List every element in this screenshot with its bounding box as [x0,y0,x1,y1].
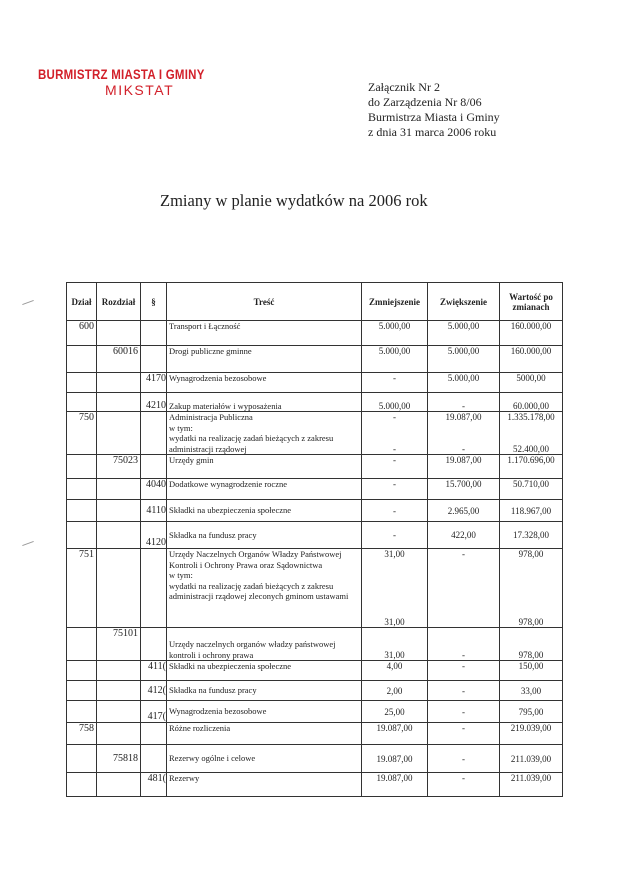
cell-wartosc: 219.039,00 [500,723,563,745]
header-dzial: Dział [67,283,97,321]
stamp-line-1: BURMISTRZ MIASTA I GMINY [38,66,205,82]
cell-wartosc: 160.000,00 [500,346,563,373]
cell-rozdzial [97,723,141,745]
cell-rozdzial [97,681,141,701]
cell-wartosc [500,412,563,455]
cell-tresc: Urzędy naczelnych organów władzy państwowej kontroli i ochrony prawa [167,628,362,661]
tresc-sub-text: wydatki na realizację zadań bieżących z zakresu administracji rządowej [169,433,334,454]
cell-rozdzial [97,412,141,455]
table-row [67,723,563,745]
cell-wartosc: 160.000,00 [500,321,563,346]
cell-dzial [67,701,97,723]
value-main: - [393,412,396,422]
cell-tresc: Transport i Łączność [167,321,362,346]
value-sub: 978,00 [518,617,544,627]
cell-zmniejszenie: 5.000,00 [362,393,428,412]
table-row [67,346,563,373]
cell-paragraf: 4170 [141,373,167,393]
annex-line-2: do Zarządzenia Nr 8/06 [368,95,482,109]
cell-zwiekszenie: - [428,681,500,701]
cell-wartosc: 211.039,00 [500,773,563,797]
table-row [67,745,563,773]
value-main: 31,00 [384,549,405,559]
punch-mark [22,300,34,305]
cell-wartosc: 60.000,00 [500,393,563,412]
tresc-line: Administracja Publiczna [169,412,253,422]
value-sub: 52.400,00 [513,444,549,454]
cell-zmniejszenie: - [362,522,428,549]
cell-tresc: Składki na ubezpieczenia społeczne [167,661,362,681]
cell-zwiekszenie: 2.965,00 [428,500,500,522]
cell-dzial [67,393,97,412]
cell-zwiekszenie: - [428,773,500,797]
cell-zmniejszenie: 25,00 [362,701,428,723]
cell-paragraf: 412( [141,681,167,701]
cell-dzial [67,522,97,549]
cell-zmniejszenie: 4,00 [362,661,428,681]
cell-zwiekszenie: - [428,661,500,681]
cell-tresc: Składka na fundusz pracy [167,522,362,549]
header-rozdzial: Rozdział [97,283,141,321]
stamp [38,66,241,98]
cell-tresc: Różne rozliczenia [167,723,362,745]
cell-dzial [67,773,97,797]
value-sub: - [393,444,396,454]
cell-rozdzial [97,479,141,500]
cell-zmniejszenie: 5.000,00 [362,321,428,346]
cell-dzial [67,628,97,661]
cell-rozdzial [97,321,141,346]
table-row [67,701,563,723]
punch-mark [22,541,34,546]
cell-zmniejszenie: - [362,500,428,522]
cell-zwiekszenie [428,549,500,628]
cell-zmniejszenie: 31,00 [362,628,428,661]
cell-rozdzial: 75101 [97,628,141,661]
cell-paragraf [141,723,167,745]
cell-zwiekszenie: 15.700,00 [428,479,500,500]
cell-rozdzial [97,661,141,681]
cell-tresc: Wynagrodzenia bezosobowe [167,373,362,393]
header-zwiekszenie: Zwiększenie [428,283,500,321]
cell-dzial: 600 [67,321,97,346]
tresc-sub-text: wydatki na realizację zadań bieżących z zakresu administracji rządowej zleconych gminom ustawami [169,580,349,601]
cell-zwiekszenie: - [428,723,500,745]
cell-zwiekszenie: - [428,745,500,773]
cell-paragraf: 481( [141,773,167,797]
cell-zwiekszenie: 422,00 [428,522,500,549]
table-row [67,661,563,681]
document-title: Zmiany w planie wydatków na 2006 rok [160,191,428,210]
cell-rozdzial: 75818 [97,745,141,773]
cell-paragraf [141,455,167,479]
table-row [67,549,563,628]
cell-dzial: 750 [67,412,97,455]
table-row [67,479,563,500]
table-row [67,455,563,479]
table-header-row [67,283,563,321]
table-row [67,500,563,522]
value-main: 1.335.178,00 [507,412,555,422]
tresc-sub-label: w tym: [169,422,193,433]
cell-rozdzial [97,373,141,393]
cell-zmniejszenie: 19.087,00 [362,745,428,773]
table-row [67,522,563,549]
cell-zmniejszenie: - [362,479,428,500]
cell-zwiekszenie: - [428,393,500,412]
table-row [67,773,563,797]
cell-wartosc: 1.170.696,00 [500,455,563,479]
cell-tresc: Zakup materiałów i wyposażenia [167,393,362,412]
cell-tresc [167,412,362,455]
cell-dzial [67,500,97,522]
cell-paragraf [141,745,167,773]
cell-dzial: 751 [67,549,97,628]
value-sub: 31,00 [384,617,405,627]
cell-tresc: Składki na ubezpieczenia społeczne [167,500,362,522]
cell-paragraf [141,346,167,373]
cell-dzial [67,661,97,681]
cell-zwiekszenie: 5.000,00 [428,346,500,373]
cell-wartosc: 211.039,00 [500,745,563,773]
header-wartosc: Wartość po zmianach [500,283,563,321]
cell-wartosc: 50.710,00 [500,479,563,500]
cell-wartosc [500,549,563,628]
cell-dzial [67,346,97,373]
cell-rozdzial [97,393,141,412]
cell-rozdzial [97,500,141,522]
annex-line-4: z dnia 31 marca 2006 roku [368,125,497,139]
cell-tresc: Rezerwy ogólne i celowe [167,745,362,773]
cell-zwiekszenie: 19.087,00 [428,455,500,479]
cell-wartosc: 978,00 [500,628,563,661]
cell-wartosc: 118.967,00 [500,500,563,522]
cell-tresc: Rezerwy [167,773,362,797]
table-row [67,628,563,661]
cell-zmniejszenie: 19.087,00 [362,723,428,745]
cell-tresc: Dodatkowe wynagrodzenie roczne [167,479,362,500]
cell-zwiekszenie: - [428,701,500,723]
cell-dzial [67,373,97,393]
table-row [67,681,563,701]
cell-wartosc: 33,00 [500,681,563,701]
cell-paragraf: 4120 [141,522,167,549]
table-row [67,321,563,346]
cell-tresc: Drogi publiczne gminne [167,346,362,373]
cell-zmniejszenie: 5.000,00 [362,346,428,373]
expenditure-table [66,282,563,797]
annex-line-3: Burmistrza Miasta i Gminy [368,110,500,124]
cell-dzial [67,681,97,701]
cell-paragraf [141,412,167,455]
cell-wartosc: 150,00 [500,661,563,681]
cell-tresc [167,549,362,628]
cell-rozdzial: 75023 [97,455,141,479]
cell-wartosc: 5000,00 [500,373,563,393]
header-paragraf: § [141,283,167,321]
stamp-line-2: MIKSTAT [105,82,175,98]
cell-paragraf: 417( [141,701,167,723]
cell-wartosc: 795,00 [500,701,563,723]
cell-paragraf [141,321,167,346]
header-zmniejszenie: Zmniejszenie [362,283,428,321]
cell-paragraf [141,549,167,628]
cell-zwiekszenie: 5.000,00 [428,321,500,346]
cell-paragraf: 4110 [141,500,167,522]
table-row [67,393,563,412]
cell-tresc: Urzędy gmin [167,455,362,479]
cell-zwiekszenie: 5.000,00 [428,373,500,393]
cell-rozdzial [97,522,141,549]
cell-dzial [67,745,97,773]
header-tresc: Treść [167,283,362,321]
cell-zmniejszenie: - [362,373,428,393]
cell-paragraf: 4040 [141,479,167,500]
cell-zwiekszenie: - [428,628,500,661]
cell-rozdzial [97,773,141,797]
value-main: - [462,549,465,559]
value-main: 19.087,00 [445,412,482,422]
tresc-sub-label: w tym: [169,570,193,580]
tresc-line: Urzędy Naczelnych Organów Władzy Państwowej Kontroli i Ochrony Prawa oraz Sądownictwa [169,549,342,570]
value-main: 978,00 [518,549,544,559]
cell-zmniejszenie: 19.087,00 [362,773,428,797]
cell-dzial [67,455,97,479]
cell-rozdzial [97,549,141,628]
cell-paragraf: 4210 [141,393,167,412]
cell-zmniejszenie [362,412,428,455]
cell-zwiekszenie [428,412,500,455]
cell-zmniejszenie: 2,00 [362,681,428,701]
value-sub: - [462,444,465,454]
table-row [67,373,563,393]
table-row [67,412,563,455]
annex-line-1: Załącznik Nr 2 [368,80,440,94]
cell-paragraf [141,628,167,661]
cell-dzial: 758 [67,723,97,745]
annex-header [368,80,500,140]
cell-paragraf: 411( [141,661,167,681]
cell-zmniejszenie [362,549,428,628]
cell-wartosc: 17.328,00 [500,522,563,549]
cell-tresc: Składka na fundusz pracy [167,681,362,701]
cell-rozdzial [97,701,141,723]
cell-dzial [67,479,97,500]
cell-rozdzial: 60016 [97,346,141,373]
cell-zmniejszenie: - [362,455,428,479]
cell-tresc: Wynagrodzenia bezosobowe [167,701,362,723]
